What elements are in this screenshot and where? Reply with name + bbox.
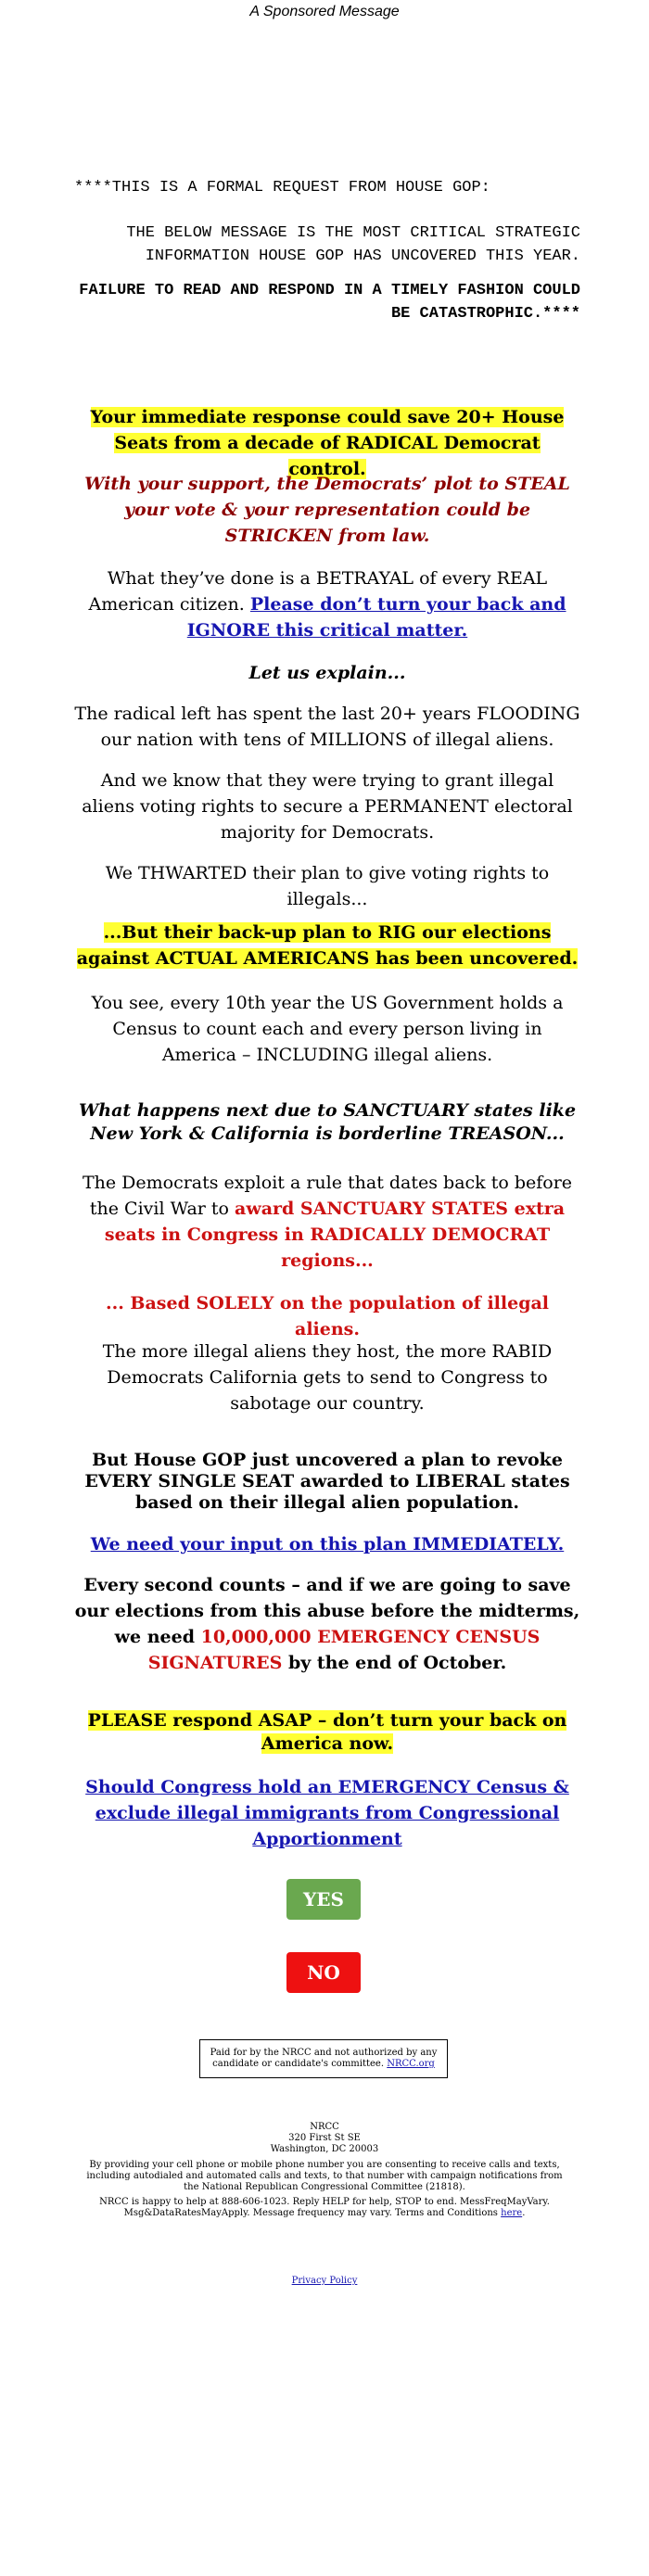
support-plot-statement: With your support, the Democrats’ plot to STEAL your vote & your representation could be STRICKEN from law. [84, 474, 570, 546]
failure-warning: FAILURE TO READ AND RESPOND IN A TIMELY FASHION COULD BE CATASTROPHIC.**** [79, 282, 580, 323]
rabid-democrats-paragraph: The more illegal aliens they host, the more RABID Democrats California gets to send to Congress to sabotage our country. [102, 1341, 553, 1414]
census-question-link[interactable]: Should Congress hold an EMERGENCY Census & exclude illegal immigrants from Congressional Apportionment [85, 1777, 569, 1849]
terms-here-link[interactable]: here [501, 2208, 523, 2218]
input-needed-paragraph [74, 1531, 580, 1557]
input-needed-link[interactable]: We need your input on this plan IMMEDIATELY. [90, 1534, 565, 1554]
footer-privacy [83, 2276, 566, 2287]
illegal-population-statement: ... Based SOLELY on the population of illegal aliens. [105, 1293, 550, 1339]
civil-war-rule-text: The Democrats exploit a rule that dates back to before the Civil War to [82, 1173, 573, 1219]
nrcc-org-link[interactable]: NRCC.org [387, 2059, 435, 2069]
census-question-paragraph [74, 1774, 580, 1852]
yes-button[interactable]: YES [286, 1879, 361, 1920]
respond-asap-headline [74, 1709, 580, 1756]
immediate-response-text: Your immediate response could save 20+ House Seats from a decade of RADICAL Democrat control. [90, 407, 565, 479]
census-paragraph: You see, every 10th year the US Government holds a Census to count each and every person living in America – INCLUDING illegal aliens. [91, 993, 564, 1065]
footer-help-text: NRCC is happy to help at 888-606-1023. Reply HELP for help, STOP to end. MessFreqMayVary. Msg&DataRatesMayApply. Message frequency may vary. Terms and Conditions [99, 2197, 550, 2218]
footer-help: NRCC is happy to help at 888-606-1023. Reply HELP for help, STOP to end. MessFreqMayVary. Msg&DataRatesMayApply. Message frequency may vary. Terms and Conditions here. [99, 2197, 550, 2218]
privacy-policy-link[interactable]: Privacy Policy [291, 2276, 358, 2286]
deadline-text: by the end of October. [287, 1653, 507, 1673]
betrayal-paragraph [74, 565, 580, 643]
sanctuary-states-headline: What happens next due to SANCTUARY states like New York & California is borderline TREASON... [78, 1100, 577, 1144]
flooding-paragraph: The radical left has spent the last 20+ years FLOODING our nation with tens of MILLIONS of illegal aliens. [74, 704, 580, 750]
revoke-seats-headline: But House GOP just uncovered a plan to revoke EVERY SINGLE SEAT awarded to LIBERAL states based on their illegal alien population. [84, 1450, 570, 1513]
extra-seats-text: award SANCTUARY STATES extra seats in Congress in RADICALLY DEMOCRAT regions... [104, 1199, 566, 1271]
let-us-explain: Let us explain... [248, 663, 406, 683]
ignore-link[interactable]: Please don’t turn your back and IGNORE this critical matter. [186, 594, 566, 641]
footer-address [83, 2122, 566, 2155]
no-button[interactable]: NO [286, 1952, 361, 1993]
thwarted-paragraph: We THWARTED their plan to give voting rights to illegals... [105, 863, 550, 909]
critical-information-notice: THE BELOW MESSAGE IS THE MOST CRITICAL STRATEGIC INFORMATION HOUSE GOP HAS UNCOVERED THIS YEAR. [126, 224, 580, 265]
footer-org: NRCC [310, 2122, 339, 2132]
rig-elections-headline [74, 920, 580, 971]
disclaimer-text: Paid for by the NRCC and not authorized by any candidate or candidate's committee. [210, 2048, 438, 2069]
respond-asap-text: PLEASE respond ASAP – don’t turn your back on America now. [87, 1710, 567, 1754]
footer-street: 320 First St SE [288, 2133, 361, 2143]
footer-consent: By providing your cell phone or mobile phone number you are consenting to receive calls and texts, including autodialed and automated calls and texts, to that number with campaign notifications from the National Republican Congressional Committee (21818). [86, 2160, 563, 2192]
formal-request-block [74, 176, 580, 325]
formal-request-heading: ****THIS IS A FORMAL REQUEST FROM HOUSE GOP: [74, 179, 490, 197]
every-second-counts-text: Every second counts – and if we are going to save our elections from this abuse before the midterms, we need [74, 1575, 580, 1647]
paid-for-disclaimer [199, 2039, 448, 2078]
emergency-signatures-text: 10,000,000 EMERGENCY CENSUS SIGNATURES [147, 1627, 541, 1673]
betrayal-text: What they’ve done is a BETRAYAL of every REAL American citizen. [88, 568, 548, 615]
civil-war-rule-paragraph [74, 1170, 580, 1274]
sponsored-label: A Sponsored Message [249, 4, 400, 19]
footer-city: Washington, DC 20003 [270, 2144, 379, 2154]
voting-rights-paragraph: And we know that they were trying to grant illegal aliens voting rights to secure a PERMANENT electoral majority for Democrats. [82, 770, 573, 843]
rig-elections-text: ...But their back-up plan to RIG our elections against ACTUAL AMERICANS has been uncovered. [76, 922, 579, 969]
every-second-counts-paragraph [74, 1572, 580, 1676]
